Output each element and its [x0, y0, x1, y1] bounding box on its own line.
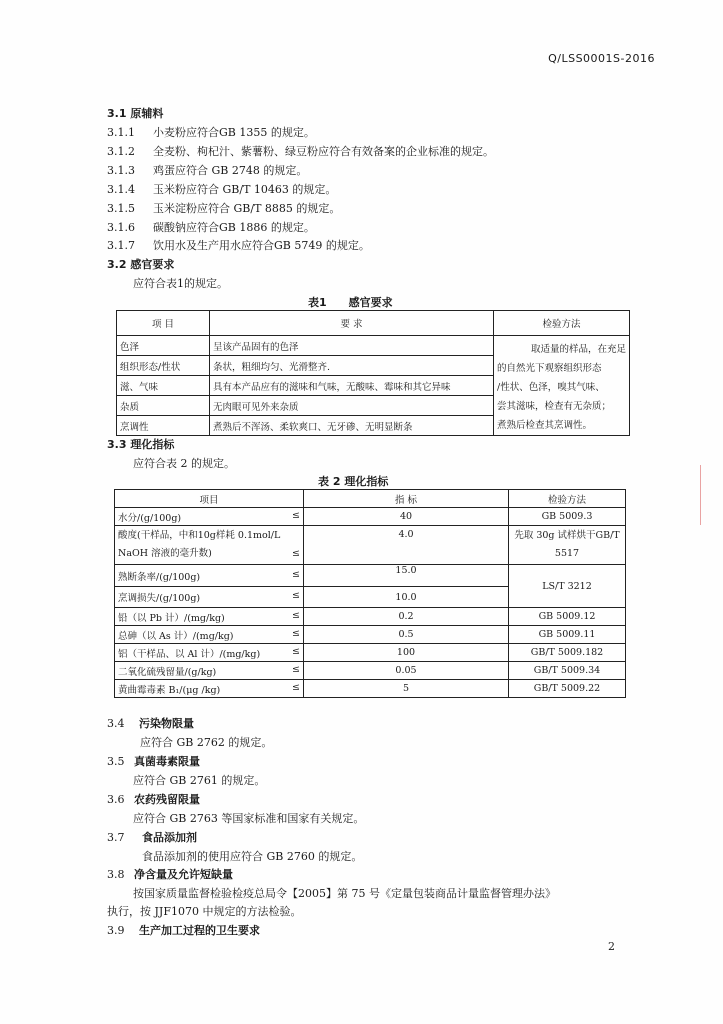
table-header: 要 求: [210, 311, 494, 336]
section-3-6-title: 3.6 农药残留限量: [107, 793, 200, 806]
sensory-table: [116, 310, 630, 436]
list-item: 3.1.5 玉米淀粉应符合 GB/T 8885 的规定。: [107, 202, 341, 215]
table-row: 烹调性 煮熟后不浑汤、柔软爽口、无牙碜、无明显断条: [117, 416, 630, 436]
table-row: 滋、气味 具有本产品应有的滋味和气味，无酸味、霉味和其它异味: [117, 376, 630, 396]
table-header: 检验方法: [494, 311, 630, 336]
table-row: 总砷（以 As 计）/(mg/kg) ≤ 0.5 GB 5009.11: [115, 626, 626, 644]
section-3-8-title: 3.8 净含量及允许短缺量: [107, 868, 233, 881]
page-number: 2: [608, 940, 615, 953]
section-3-5-body: 应符合 GB 2761 的规定。: [133, 774, 266, 787]
table-row: 水分/(g/100g) ≤ 40 GB 5009.3: [115, 508, 626, 526]
seal-stamp-edge: [700, 465, 723, 525]
physicochemical-table: [114, 489, 626, 698]
section-3-2-body: 应符合表1的规定。: [133, 277, 228, 290]
list-item: 3.1.6 碳酸钠应符合GB 1886 的规定。: [107, 221, 315, 234]
table-row: 色泽 呈该产品固有的色泽 取适量的样品，在充足 的自然光下观察组织形态 /性状、色泽，嗅其气味、 尝其滋味，检查有无杂质； 煮熟后检查其烹调性。: [117, 336, 630, 356]
table-row: 铝（干样品、以 Al 计）/(mg/kg) ≤ 100 GB/T 5009.182: [115, 644, 626, 662]
list-item: 3.1.7 饮用水及生产用水应符合GB 5749 的规定。: [107, 239, 370, 252]
section-3-2-title: 3.2 感官要求: [107, 258, 175, 271]
table2-caption: 表 2 理化指标: [318, 475, 389, 488]
list-item: 3.1.1 小麦粉应符合GB 1355 的规定。: [107, 126, 315, 139]
table-row: 黄曲霉毒素 B₁/(μg /kg) ≤ 5 GB/T 5009.22: [115, 680, 626, 698]
section-3-7-body: 食品添加剂的使用应符合 GB 2760 的规定。: [142, 850, 363, 863]
table1-caption: 表1 感官要求: [308, 296, 393, 309]
section-3-8-body-cont: 执行，按 JJF1070 中规定的方法检验。: [107, 905, 302, 918]
table-row: 烹调损失/(g/100g) ≤ 10.0: [115, 587, 626, 608]
list-item: 3.1.2 全麦粉、枸杞汁、紫薯粉、绿豆粉应符合有效备案的企业标准的规定。: [107, 145, 494, 158]
table-header: 项目: [115, 490, 304, 508]
document-code: Q/LSS0001S-2016: [548, 52, 655, 65]
section-3-1-title: 3.1 原辅料: [107, 107, 164, 120]
section-3-9-title: 3.9 生产加工过程的卫生要求: [107, 924, 260, 937]
table-row: 组织形态/性状 条状，粗细均匀、光滑整齐.: [117, 356, 630, 376]
section-3-3-body: 应符合表 2 的规定。: [133, 457, 235, 470]
table-header: 检验方法: [509, 490, 626, 508]
section-3-6-body: 应符合 GB 2763 等国家标准和国家有关规定。: [133, 812, 365, 825]
table-row: 杂质 无肉眼可见外来杂质: [117, 396, 630, 416]
table-row: 熟断条率/(g/100g) ≤ 15.0 LS/T 3212: [115, 565, 626, 587]
section-3-3-title: 3.3 理化指标: [107, 438, 175, 451]
table-header: 项 目: [117, 311, 210, 336]
table-row: 二氧化硫残留量/(g/kg) ≤ 0.05 GB/T 5009.34: [115, 662, 626, 680]
list-item: 3.1.4 玉米粉应符合 GB/T 10463 的规定。: [107, 183, 337, 196]
section-3-8-body: 按国家质量监督检验检疫总局令【2005】第 75 号《定量包装商品计量监督管理办法》: [133, 887, 556, 900]
list-item: 3.1.3 鸡蛋应符合 GB 2748 的规定。: [107, 164, 308, 177]
section-3-5-title: 3.5 真菌毒素限量: [107, 755, 200, 768]
table-row: 酸度(干样品，中和10g样耗 0.1mol/L NaOH 溶液的毫升数) ≤ 4.0 先取 30g 试样烘干GB/T 5517: [115, 526, 626, 565]
section-3-7-title: 3.7 食品添加剂: [107, 831, 197, 844]
section-3-4-body: 应符合 GB 2762 的规定。: [140, 736, 273, 749]
section-3-4-title: 3.4 污染物限量: [107, 717, 194, 730]
table-row: 铅（以 Pb 计）/(mg/kg) ≤ 0.2 GB 5009.12: [115, 608, 626, 626]
test-method-cell: 取适量的样品，在充足 的自然光下观察组织形态 /性状、色泽，嗅其气味、 尝其滋味，检查有无杂质； 煮熟后检查其烹调性。: [494, 336, 630, 436]
table-header: 指 标: [304, 490, 509, 508]
